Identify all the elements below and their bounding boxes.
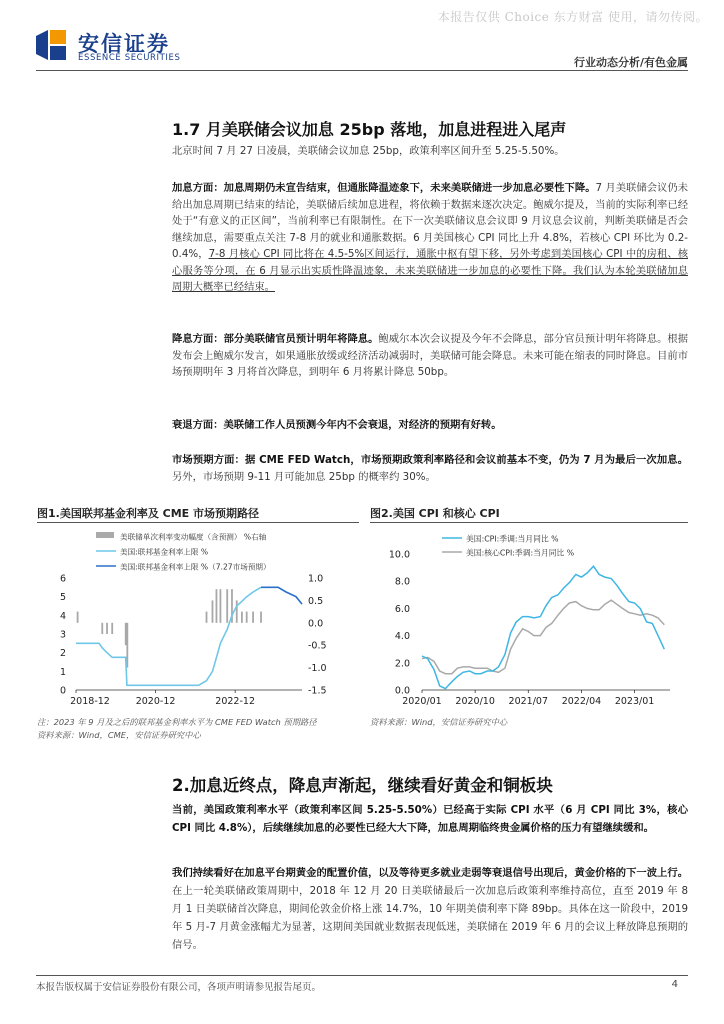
fig2-x-tick: 2020/10 — [455, 696, 495, 707]
fig1-x-tick: 2020-12 — [135, 696, 176, 707]
fig1-legend-label: 美联储单次利率变动幅度（含预测） %右轴 — [120, 532, 267, 542]
section-2-title: 2.加息近终点，降息声渐起，继续看好黄金和铜板块 — [172, 776, 553, 795]
fig1-bar — [206, 612, 208, 623]
fig2-y-tick: 2.0 — [394, 658, 410, 670]
fig1-bar — [106, 623, 108, 634]
cut-lead: 降息方面：部分美联储官员预计明年将降息。 — [172, 333, 379, 345]
fig1-rule — [37, 522, 359, 523]
fig1-right-tick: -1.0 — [308, 663, 327, 675]
market-lead: 市场预期方面：据 CME FED Watch，市场预期政策利率路径和会议前基本不变，仍为 7 月为最后一次加息。 — [172, 454, 688, 466]
fig1-bar — [77, 612, 79, 623]
fig1-bar — [252, 612, 254, 623]
section-2 — [172, 772, 688, 796]
fig1-bar — [111, 623, 113, 634]
fig1-left-tick: 5 — [59, 592, 66, 604]
fig2-chart — [366, 526, 688, 714]
footer-divider — [36, 975, 688, 976]
fig1-bar — [212, 600, 214, 622]
fig2-y-tick: 10.0 — [388, 549, 410, 561]
page-number: 4 — [671, 979, 678, 990]
fig1-bar — [226, 589, 228, 623]
hike-paragraph — [172, 180, 688, 296]
fig1-bar — [126, 623, 128, 668]
fig1-bar — [260, 612, 262, 623]
fig1-left-tick: 2 — [59, 648, 66, 660]
fig1-title: 图1.美国联邦基金利率及 CME 市场预期路径 — [37, 507, 260, 520]
recession-lead: 衰退方面：美联储工作人员预测今年内不会衰退，对经济的预期有好转。 — [172, 419, 502, 431]
fig1-bar — [236, 600, 238, 622]
fig2-y-tick: 6.0 — [394, 603, 410, 615]
fig1-left-tick: 3 — [59, 629, 66, 641]
report-category: 行业动态分析/有色金属 — [573, 56, 688, 69]
fig2-source: 资料来源：Wind，安信证券研究中心 — [370, 717, 508, 727]
footer-disclaimer: 本报告版权属于安信证券股份有限公司，各项声明请参见报告尾页。 — [36, 982, 322, 993]
section-2-p1-text: 当前，美国政策利率水平（政策利率区间 5.25-5.50%）已经高于实际 CPI 水平（6 月 CPI 同比 3%，核心 CPI 同比 4.8%），后续继续加息的必要性已经大大下降，加息周期临终贵金属价格的压力有望继续缓和。 — [172, 804, 688, 834]
fig1-left-tick: 1 — [59, 666, 66, 678]
fig2-legend-label: 美国:CPI:季调:当月同比 % — [466, 534, 559, 544]
fig2-title: 图2.美国 CPI 和核心 CPI — [370, 507, 500, 520]
section-2-p2 — [172, 864, 688, 954]
fig2-y-tick: 4.0 — [394, 631, 410, 643]
cut-body: 鲍威尔本次会议提及今年不会降息，部分官员预计明年将降息。根据发布会上鲍威尔发言，如果通胀放缓或经济活动减弱时，美联储可能会降息。未来可能在缩表的同时降息。目前市场预期明年 3 月将首次降息，到明年 6 月将累计降息 50bp。 — [172, 333, 689, 378]
fig1-right-tick: 1.0 — [308, 573, 324, 585]
fig1-bar — [101, 623, 103, 634]
fig1-right-tick: -1.5 — [308, 685, 327, 697]
fig1-bar — [216, 589, 218, 623]
fig1-left-tick: 6 — [59, 573, 66, 585]
fig1-bar — [125, 623, 127, 645]
watermark: 本报告仅供 Choice 东方财富 使用，请勿传阅。 — [437, 10, 708, 24]
section-1-title: 1.7 月美联储会议加息 25bp 落地，加息进程进入尾声 — [172, 120, 567, 139]
fig2-rule — [370, 522, 688, 523]
fig1-x-tick: 2022-12 — [215, 696, 256, 707]
fig2-x-tick: 2022/04 — [561, 696, 602, 707]
fig2-x-tick: 2020/01 — [402, 696, 442, 707]
section-2-p2-lead: 我们持续看好在加息平台期黄金的配置价值，以及等待更多就业走弱等衰退信号出现后，黄金价格的下一波上行。 — [172, 867, 688, 879]
fig2-y-tick: 8.0 — [394, 576, 410, 588]
cut-paragraph — [172, 331, 688, 381]
section-1-intro: 北京时间 7 月 27 日凌晨，美联储会议加息 25bp，政策利率区间升至 5.25-5.50%。 — [172, 145, 565, 157]
logo-icon — [34, 28, 68, 62]
fig1-source: 资料来源：Wind，CME，安信证券研究中心 — [37, 730, 201, 740]
market-body: 另外，市场预期 9-11 月可能加息 25bp 的概率约 30%。 — [172, 470, 436, 483]
fig1-note: 注：2023 年 9 月及之后的联邦基金利率水平为 CME FED Watch 预期路径 — [37, 717, 317, 727]
fig1-bar — [241, 612, 243, 623]
fig1-right-tick: 0.0 — [308, 618, 324, 630]
fig1-legend-label: 美国:联邦基金利率上限 % — [120, 547, 209, 557]
header-divider — [36, 70, 688, 71]
logo-name-en: ESSENCE SECURITIES — [78, 53, 181, 63]
fig1-right-tick: 0.5 — [308, 595, 324, 607]
hike-lead: 加息方面：加息周期仍未宣告结束，但通胀降温迹象下，未来美联储进一步加息必要性下降。 — [172, 182, 596, 194]
logo-name-cn: 安信证券 — [78, 32, 170, 56]
hike-underlined: 7-8 月核心 CPI 同比将在 4.5-5%区间运行，通胀中枢有望下移，另外考虑到美国核心 CPI 中的房租、核心服务等分项，在 6 月显示出实质性降温迹象，未来美联储进一步加息的必要性下降。我们认为本轮美联储加息周期大概率已经结束。 — [172, 248, 688, 293]
fig2-x-tick: 2021/07 — [508, 696, 549, 707]
section-2-p1 — [172, 801, 688, 837]
section-2-p2-body: 在上一轮美联储政策周期中，2018 年 12 月 20 日美联储最后一次加息后政策利率维持高位，直至 2019 年 8 月 1 日美联储首次降息，期间伦敦金价格上涨 14.7%，10 年期美债利率下降 89bp。具体在这一阶段中，2019 年 5 月-7 月黄金涨幅尤为显著，这期间美国就业数据表现低迷，美联储在 2019 年 6 月的会议上释放降息预期的信号。 — [172, 885, 688, 951]
fig1-bar — [220, 589, 222, 623]
fig2-x-tick: 2023/01 — [614, 696, 655, 707]
fig1-legend-swatch — [96, 532, 114, 538]
fig2-line-cpi — [422, 566, 664, 688]
fig1-line-expected-path — [261, 587, 302, 604]
fig1-line-fed-rate — [76, 587, 261, 685]
hike-body: 7 月美联储会议仍未给出加息周期已结束的结论，美联储后续加息进程，将依赖于数据来逐次决定。鲍威尔提及，当前的实际利率已经处于“有意义的正区间”，当前利率已有限制性。在下一次美联储议息会议即 9 月议息会议前，判断美联储是否会继续加息，需要重点关注 7-8 月的就业和通胀数据。6 月美国核心 CPI 同比上升 4.8%，若核心 CPI 环比为 0.2-0.4%， — [172, 182, 688, 260]
section-1 — [172, 117, 688, 140]
fig1-chart — [32, 526, 362, 714]
fig1-left-tick: 4 — [59, 610, 66, 622]
fig1-right-tick: -0.5 — [308, 640, 327, 652]
fig1-bar — [246, 612, 248, 623]
market-paragraph — [172, 452, 688, 485]
fig1-legend-label: 美国:联邦基金利率上限 %（7.27市场预期） — [120, 562, 271, 572]
fig1-x-tick: 2018-12 — [70, 696, 110, 707]
company-logo — [34, 28, 184, 68]
fig2-y-tick: 0.0 — [394, 685, 410, 697]
fig2-legend-label: 美国:核心CPI:季调:当月同比 % — [466, 548, 575, 558]
recession-paragraph — [172, 417, 688, 434]
fig1-left-tick: 0 — [59, 685, 66, 697]
